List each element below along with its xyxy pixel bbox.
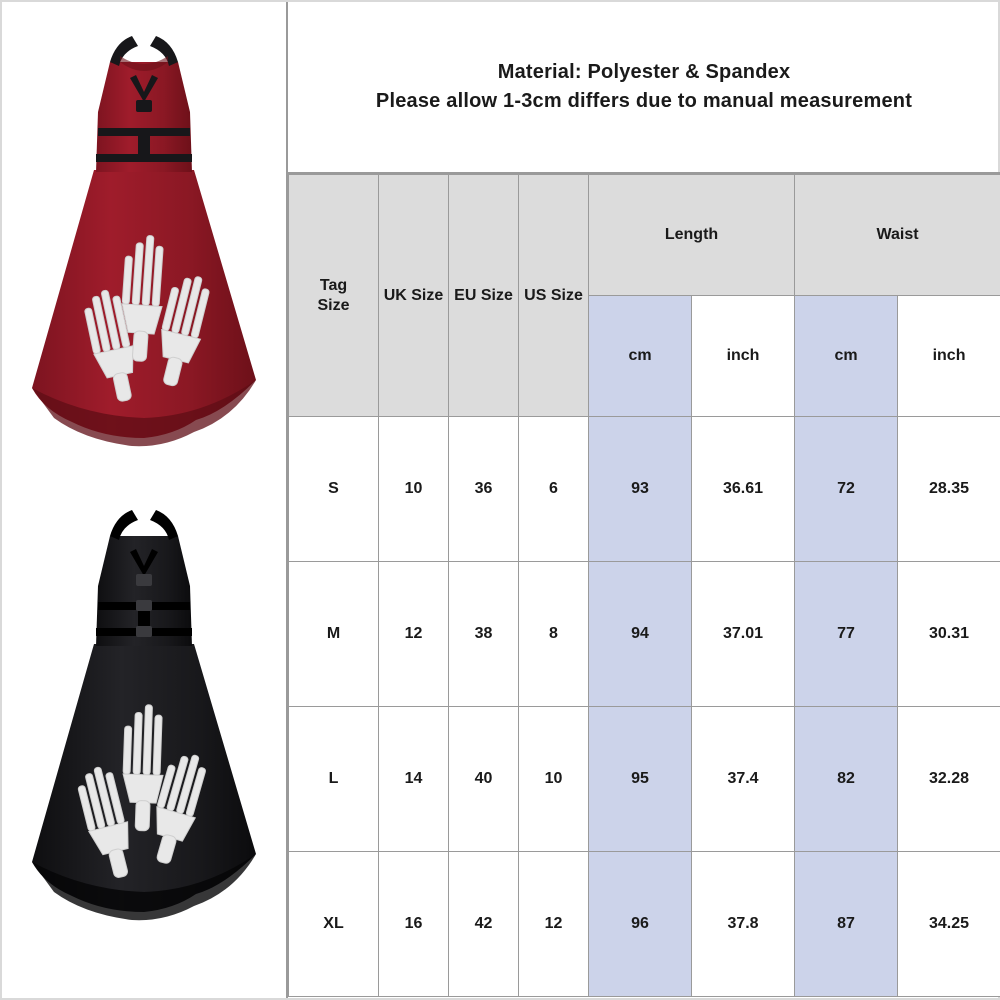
column-group-header-length: Length <box>589 175 795 296</box>
table-row <box>289 852 1000 997</box>
table-row <box>289 562 1000 707</box>
cell-length-cm: 94 <box>589 562 692 707</box>
cell-waist-cm: 82 <box>795 707 898 852</box>
table-row <box>289 417 1000 562</box>
cell-waist-cm: 87 <box>795 852 898 997</box>
cell-eu-size: 40 <box>449 707 519 852</box>
column-header-tag-size <box>289 175 379 417</box>
table-header-row-groups <box>289 175 1000 296</box>
cell-length-inch: 37.8 <box>692 852 795 997</box>
cell-length-cm: 96 <box>589 852 692 997</box>
column-header-uk-size: UK Size <box>379 175 449 417</box>
cell-uk-size: 10 <box>379 417 449 562</box>
cell-waist-inch: 32.28 <box>898 707 1000 852</box>
cell-tag-size: M <box>289 562 379 707</box>
cell-eu-size: 38 <box>449 562 519 707</box>
tag-size-line-2: Size <box>317 296 350 314</box>
material-line-1: Material: Polyester & Spandex <box>497 61 791 83</box>
cell-length-cm: 93 <box>589 417 692 562</box>
size-chart-panel <box>288 2 1000 998</box>
cell-length-inch: 37.01 <box>692 562 795 707</box>
tag-size-line-1: Tag <box>319 276 348 294</box>
cell-length-inch: 37.4 <box>692 707 795 852</box>
cell-us-size: 6 <box>519 417 589 562</box>
column-header-waist-cm: cm <box>795 296 898 417</box>
size-table <box>288 174 1000 997</box>
column-header-waist-inch: inch <box>898 296 1000 417</box>
column-header-us-size: US Size <box>519 175 589 417</box>
column-header-length-cm: cm <box>589 296 692 417</box>
column-group-header-waist: Waist <box>795 175 1000 296</box>
cell-eu-size: 36 <box>449 417 519 562</box>
cell-waist-cm: 77 <box>795 562 898 707</box>
material-line-2: Please allow 1-3cm differs due to manual measurement <box>375 90 913 112</box>
material-note <box>288 2 1000 174</box>
cell-eu-size: 42 <box>449 852 519 997</box>
red-skeleton-hand-dress-image <box>24 20 264 470</box>
cell-uk-size: 12 <box>379 562 449 707</box>
column-header-eu-size: EU Size <box>449 175 519 417</box>
cell-waist-cm: 72 <box>795 417 898 562</box>
product-image-column <box>2 2 288 998</box>
black-skeleton-hand-dress-image <box>24 494 264 944</box>
cell-uk-size: 14 <box>379 707 449 852</box>
cell-tag-size: L <box>289 707 379 852</box>
cell-length-inch: 36.61 <box>692 417 795 562</box>
cell-waist-inch: 28.35 <box>898 417 1000 562</box>
cell-tag-size: XL <box>289 852 379 997</box>
cell-us-size: 12 <box>519 852 589 997</box>
cell-tag-size: S <box>289 417 379 562</box>
column-header-length-inch: inch <box>692 296 795 417</box>
cell-us-size: 10 <box>519 707 589 852</box>
cell-waist-inch: 30.31 <box>898 562 1000 707</box>
cell-waist-inch: 34.25 <box>898 852 1000 997</box>
cell-us-size: 8 <box>519 562 589 707</box>
cell-length-cm: 95 <box>589 707 692 852</box>
cell-uk-size: 16 <box>379 852 449 997</box>
table-row <box>289 707 1000 852</box>
